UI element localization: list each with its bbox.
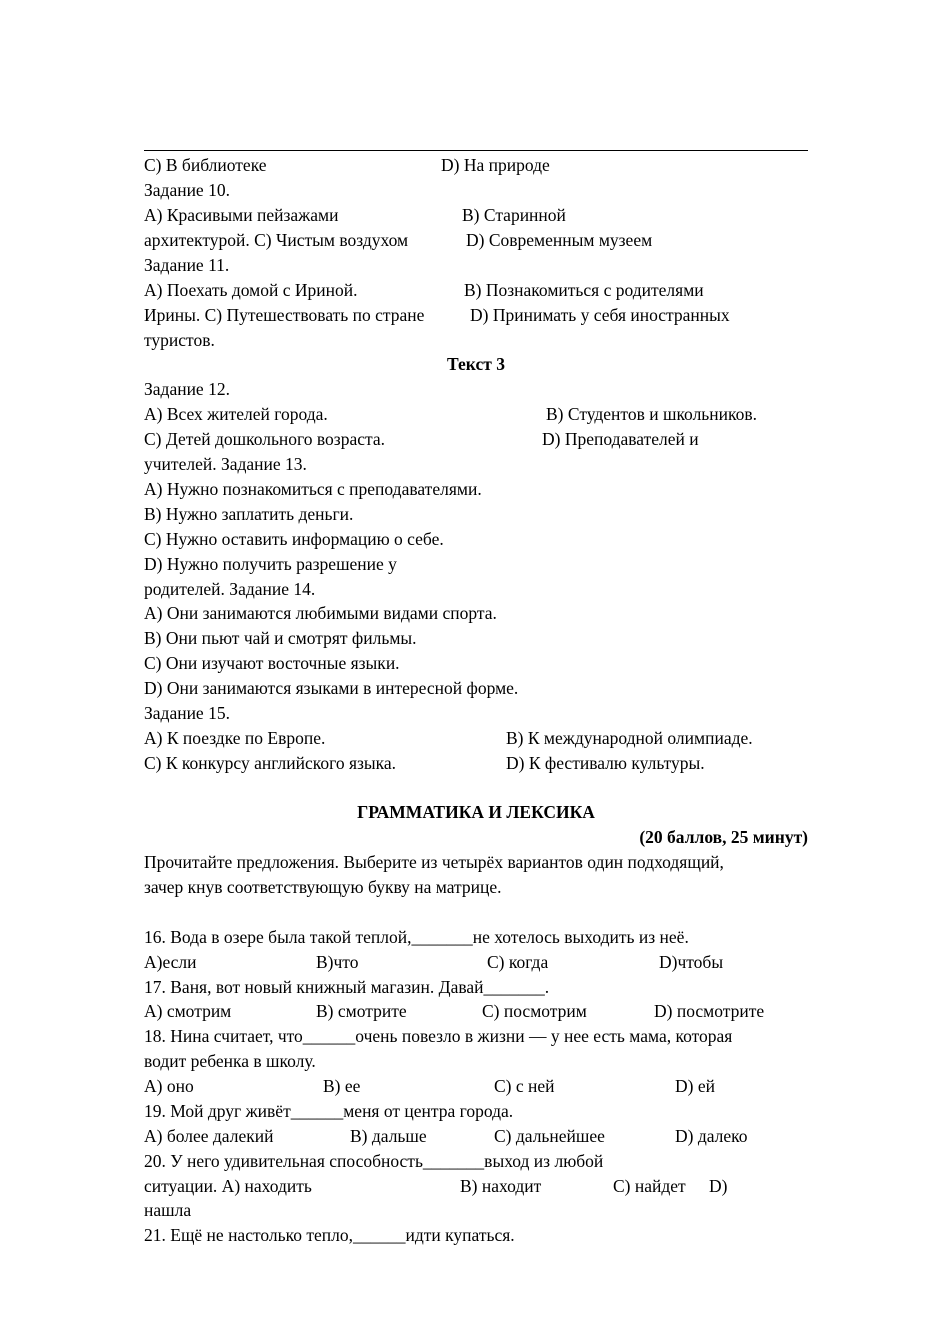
task-12-label: Задание 12. — [144, 379, 230, 399]
question-16: 16. Вода в озере была такой теплой,_______не хотелось выходить из неё. — [144, 927, 689, 947]
options-row — [144, 1000, 765, 1022]
options-row — [144, 951, 724, 973]
option-a: A) К поездке по Европе. — [144, 728, 326, 748]
option-d: D) ей — [675, 1076, 715, 1096]
instructions: Прочитайте предложения. Выберите из четырёх вариантов один подходящий, — [144, 852, 724, 872]
section-title: ГРАММАТИКА И ЛЕКСИКА — [357, 802, 595, 822]
option-d: D) — [709, 1176, 728, 1196]
instructions: зачер кнув соответствующую букву на матрице. — [144, 877, 502, 897]
option-b: B) Студентов и школьников. — [546, 404, 758, 424]
option-a: A) более далекий — [144, 1126, 274, 1146]
options-row — [144, 1075, 715, 1097]
option-c: C) посмотрим — [482, 1001, 587, 1021]
top-rule — [144, 150, 808, 151]
option-d: D) Преподавателей и — [542, 429, 699, 449]
options-row — [144, 428, 699, 450]
option-a: A) Нужно познакомиться с преподавателями. — [144, 479, 482, 499]
options-row — [144, 752, 705, 774]
option-d: D) Они занимаются языками в интересной форме. — [144, 678, 519, 698]
option-d: D) К фестивалю культуры. — [506, 753, 705, 773]
option-d: D) На природе — [441, 155, 550, 175]
option-d: D) Нужно получить разрешение у — [144, 554, 397, 574]
task-10-label: Задание 10. — [144, 180, 230, 200]
option-a: A) смотрим — [144, 1001, 232, 1021]
options-row — [144, 279, 704, 301]
task-15-label: Задание 15. — [144, 703, 230, 723]
option-b: B) Нужно заплатить деньги. — [144, 504, 354, 524]
option-a: A)если — [144, 952, 197, 972]
option-b: B) ее — [323, 1076, 361, 1096]
options-row — [144, 1175, 728, 1197]
option-d: D) далеко — [675, 1126, 748, 1146]
option-c: C) Они изучают восточные языки. — [144, 653, 400, 673]
question-18: водит ребенка в школу. — [144, 1051, 316, 1071]
text-3-heading: Текст 3 — [447, 354, 505, 374]
option-c: C) В библиотеке — [144, 155, 267, 175]
task-11-label: Задание 11. — [144, 255, 230, 275]
options-row — [144, 727, 753, 749]
option-b: B)что — [316, 952, 359, 972]
option-c: C) Детей дошкольного возраста. — [144, 429, 386, 449]
option-text: родителей. Задание 14. — [144, 579, 316, 599]
options-row — [144, 304, 730, 326]
option-b: B) К международной олимпиаде. — [506, 728, 753, 748]
option-a: A) Всех жителей города. — [144, 404, 328, 424]
options-row — [144, 1125, 748, 1147]
question-20: 20. У него удивительная способность_______выход из любой — [144, 1151, 604, 1171]
option-c: C) дальнейшее — [494, 1126, 605, 1146]
options-row — [144, 403, 758, 425]
question-19: 19. Мой друг живёт______меня от центра города. — [144, 1101, 514, 1121]
option-c: C) найдет — [613, 1176, 686, 1196]
question-17: 17. Ваня, вот новый книжный магазин. Давай_______. — [144, 977, 550, 997]
question-21: 21. Ещё не настолько тепло,______идти купаться. — [144, 1225, 515, 1245]
option-d: D) Принимать у себя иностранных — [470, 305, 730, 325]
option-b: B) Познакомиться с родителями — [464, 280, 704, 300]
option-d: D) посмотрите — [654, 1001, 765, 1021]
question-18: 18. Нина считает, что______очень повезло в жизни — у нее есть мама, которая — [144, 1026, 733, 1046]
options-row — [144, 229, 653, 251]
option-d: D)чтобы — [659, 952, 724, 972]
option-b: B) смотрите — [316, 1001, 407, 1021]
option-text: учителей. Задание 13. — [144, 454, 307, 474]
option-c: Ирины. C) Путешествовать по стране — [144, 305, 425, 325]
options-row — [144, 204, 566, 226]
option-b: B) Старинной — [462, 205, 566, 225]
option-c: C) с ней — [494, 1076, 555, 1096]
section-meta: (20 баллов, 25 минут) — [639, 827, 808, 847]
option-b: B) дальше — [350, 1126, 427, 1146]
option-a: A) Красивыми пейзажами — [144, 205, 339, 225]
option-a: A) оно — [144, 1076, 194, 1096]
option-c: архитектурой. C) Чистым воздухом — [144, 230, 409, 250]
option-c: C) К конкурсу английского языка. — [144, 753, 397, 773]
option-b: B) находит — [460, 1176, 542, 1196]
options-row — [144, 154, 550, 176]
option-a: A) Поехать домой с Ириной. — [144, 280, 358, 300]
option-text: туристов. — [144, 330, 215, 350]
option-c: C) когда — [487, 952, 549, 972]
option-a: A) Они занимаются любимыми видами спорта. — [144, 603, 497, 623]
option-d: D) Современным музеем — [466, 230, 653, 250]
option-c: C) Нужно оставить информацию о себе. — [144, 529, 444, 549]
option-text: нашла — [144, 1200, 192, 1220]
option-a: ситуации. A) находить — [144, 1176, 312, 1196]
option-b: B) Они пьют чай и смотрят фильмы. — [144, 628, 417, 648]
